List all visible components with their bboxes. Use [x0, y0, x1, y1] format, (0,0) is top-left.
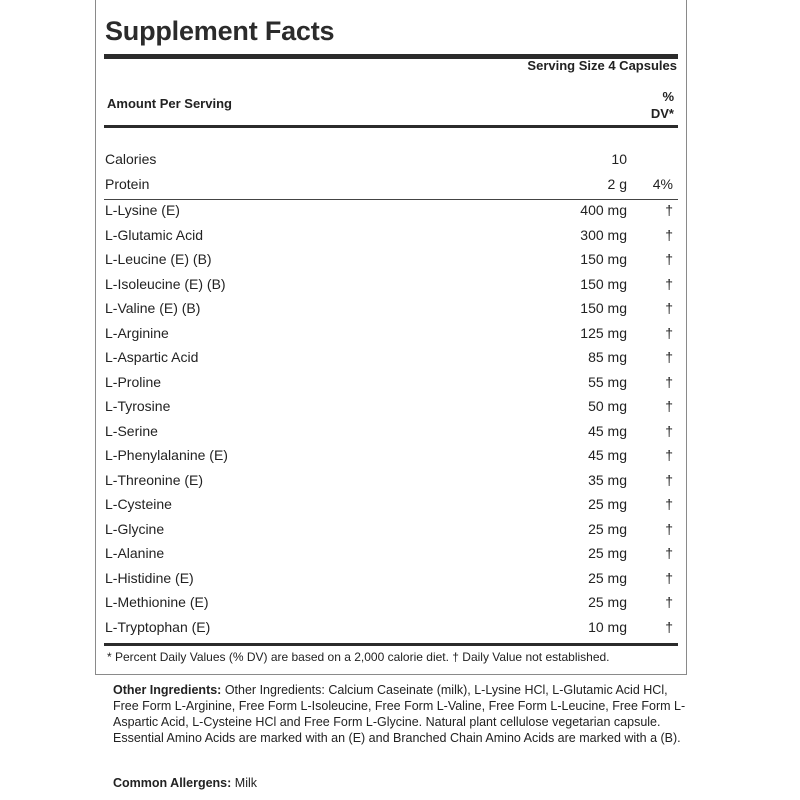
- footer-divider: [104, 643, 678, 646]
- other-ingredients-label: Other Ingredients:: [113, 683, 222, 697]
- nutrient-row: [105, 447, 677, 471]
- nutrient-dv: †: [665, 349, 673, 365]
- serving-size: Serving Size 4 Capsules: [527, 58, 677, 73]
- dv-footnote: * Percent Daily Values (% DV) are based on a 2,000 calorie diet. † Daily Value not established.: [107, 650, 610, 664]
- daily-value-header: [634, 88, 674, 122]
- nutrient-name: Calories: [105, 151, 157, 167]
- nutrient-dv: †: [665, 471, 673, 488]
- nutrient-row: [105, 594, 677, 618]
- nutrient-row: [105, 521, 677, 545]
- nutrient-dv: †: [665, 569, 673, 586]
- nutrient-name: L-Proline: [105, 373, 162, 390]
- nutrient-amount: 25 mg: [588, 545, 627, 561]
- nutrient-dv: †: [665, 422, 673, 439]
- nutrient-row: [105, 374, 677, 398]
- nutrient-name: Protein: [105, 176, 150, 192]
- nutrient-row: [105, 349, 677, 373]
- nutrient-dv: †: [665, 202, 673, 218]
- nutrient-name: L-Glutamic Acid: [105, 226, 204, 243]
- supplement-facts-panel: [95, 0, 687, 675]
- nutrient-dv: †: [665, 496, 673, 512]
- panel-title: Supplement Facts: [105, 16, 335, 46]
- nutrient-row: [105, 300, 677, 324]
- nutrient-name: L-Aspartic Acid: [105, 349, 199, 365]
- nutrient-dv: †: [665, 275, 673, 292]
- nutrient-amount: 300 mg: [580, 226, 627, 243]
- nutrient-amount: 50 mg: [588, 398, 627, 414]
- nutrient-amount: 150 mg: [580, 251, 627, 267]
- nutrient-dv: †: [665, 251, 673, 267]
- header-divider: [104, 125, 678, 128]
- nutrient-row: [105, 276, 677, 300]
- nutrient-row: [105, 251, 677, 275]
- nutrient-name: L-Lysine (E): [105, 202, 180, 218]
- nutrient-dv: †: [665, 373, 673, 390]
- nutrient-name: L-Arginine: [105, 324, 169, 341]
- nutrient-dv: †: [665, 520, 673, 537]
- nutrient-amount: 45 mg: [588, 422, 627, 439]
- nutrient-dv: 4%: [652, 176, 673, 192]
- other-ingredients: [113, 682, 688, 746]
- nutrient-amount: 10: [611, 151, 627, 167]
- nutrient-amount: 35 mg: [588, 471, 627, 488]
- common-allergens: [113, 776, 257, 790]
- nutrient-name: L-Isoleucine (E) (B): [105, 275, 226, 292]
- nutrient-name: L-Cysteine: [105, 496, 172, 512]
- nutrient-dv: †: [665, 398, 673, 414]
- nutrient-amount: 55 mg: [588, 373, 627, 390]
- calories-row: [105, 151, 677, 175]
- nutrient-row: [105, 545, 677, 569]
- nutrient-amount: 25 mg: [588, 496, 627, 512]
- nutrient-name: L-Serine: [105, 422, 158, 439]
- allergens-text: Milk: [234, 776, 258, 790]
- nutrient-row: [105, 325, 677, 349]
- nutrient-row: [105, 619, 677, 643]
- nutrient-name: L-Tyrosine: [105, 398, 171, 414]
- nutrient-row: [105, 472, 677, 496]
- nutrient-name: L-Valine (E) (B): [105, 300, 201, 316]
- nutrient-amount: 85 mg: [588, 349, 627, 365]
- nutrient-dv: †: [665, 545, 673, 561]
- nutrient-amount: 125 mg: [580, 324, 627, 341]
- nutrient-name: L-Threonine (E): [105, 471, 204, 488]
- nutrient-row: [105, 202, 677, 226]
- nutrient-dv: †: [665, 300, 673, 316]
- nutrient-dv: †: [665, 324, 673, 341]
- nutrient-amount: 400 mg: [580, 202, 627, 218]
- allergens-label: Common Allergens:: [113, 776, 232, 790]
- amount-per-serving-label: Amount Per Serving: [107, 96, 232, 111]
- nutrient-row: [105, 398, 677, 422]
- nutrient-name: L-Methionine (E): [105, 594, 209, 610]
- nutrient-amount: 10 mg: [588, 618, 627, 635]
- nutrient-name: L-Alanine: [105, 545, 165, 561]
- nutrient-dv: †: [665, 447, 673, 463]
- nutrient-row: [105, 496, 677, 520]
- nutrient-dv: †: [665, 618, 673, 635]
- nutrient-row: [105, 227, 677, 251]
- nutrient-amount: 2 g: [607, 176, 627, 192]
- nutrient-row: [105, 423, 677, 447]
- nutrient-amount: 150 mg: [580, 275, 627, 292]
- protein-row: [105, 176, 677, 200]
- dv-header-line1: %: [662, 89, 674, 104]
- nutrient-name: L-Leucine (E) (B): [105, 251, 212, 267]
- nutrient-name: L-Glycine: [105, 520, 165, 537]
- nutrient-dv: †: [665, 594, 673, 610]
- protein-divider: [104, 199, 678, 200]
- nutrient-amount: 25 mg: [588, 520, 627, 537]
- nutrient-row: [105, 570, 677, 594]
- nutrient-amount: 25 mg: [588, 594, 627, 610]
- nutrient-name: L-Tryptophan (E): [105, 618, 211, 635]
- nutrient-name: L-Phenylalanine (E): [105, 447, 228, 463]
- nutrient-amount: 150 mg: [580, 300, 627, 316]
- nutrient-amount: 25 mg: [588, 569, 627, 586]
- nutrient-amount: 45 mg: [588, 447, 627, 463]
- nutrient-dv: †: [665, 226, 673, 243]
- nutrient-name: L-Histidine (E): [105, 569, 194, 586]
- dv-header-line2: DV*: [650, 106, 674, 121]
- other-ingredients-text: Other Ingredients: Calcium Caseinate (milk), L-Lysine HCl, L-Glutamic Acid HCl, Free Form L-Arginine, Free Form L-Isoleucine, Free Form L-Valine, Free Form L-Leucine, Free Form L-Aspartic Acid, L-Cysteine HCl and Free Form L-Glycine. Natural plant cellulose vegetarian capsule. Essential Amino Acids are marked with an (E) and Branched Chain Amino Acids are marked with a (B).: [113, 683, 686, 745]
